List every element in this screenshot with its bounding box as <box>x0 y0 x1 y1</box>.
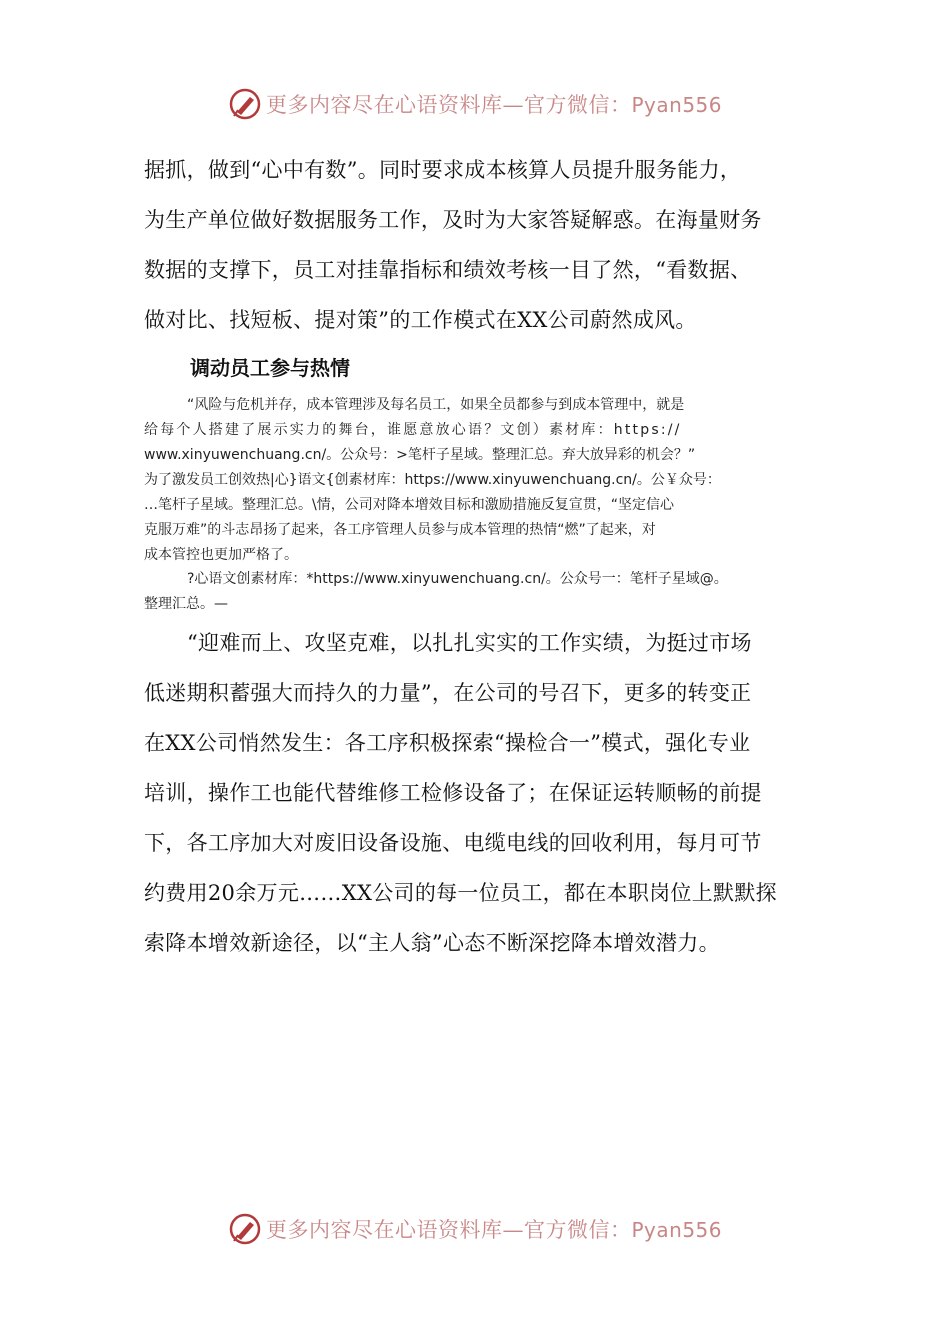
text-line: “迎难而上、攻坚克难，以扎扎实实的工作实绩，为挺过市场 <box>187 631 752 655</box>
text-line: 索降本增效新途径，以“主人翁”心态不断深挖降本增效潜力。 <box>144 931 720 955</box>
text-line: 整理汇总。— <box>144 596 228 612</box>
paragraph-1 <box>144 145 814 345</box>
header-banner-label: 更多内容尽在心语资料库—官方微信： <box>266 93 632 117</box>
text-line: www.xinyuwenchuang.cn/。公众号：>笔杆子星域。整理汇总。弃大放异彩的机会？” <box>144 447 696 463</box>
text-line: 低迷期积蓄强大而持久的力量”，在公司的号召下，更多的转变正 <box>144 681 752 705</box>
text-line: …笔杆子星域。整理汇总。\情，公司对降本增效目标和激励措施反复宣贯，“坚定信心 <box>144 497 674 513</box>
text-line: 为了激发员工创效热|心}语文{创素材库：https://www.xinyuwenchuang.cn/。公￥众号： <box>144 472 721 488</box>
header-wechat-id: Pyan556 <box>631 93 723 117</box>
pen-logo-icon <box>228 1212 262 1246</box>
text-line: ?心语文创素材库：*https://www.xinyuwenchuang.cn/。公众号一：笔杆子星域@。 <box>187 571 728 587</box>
text-line: 数据的支撑下，员工对挂靠指标和绩效考核一目了然，“看数据、 <box>144 258 752 282</box>
header-banner-text <box>266 89 722 119</box>
text-line: 为生产单位做好数据服务工作，及时为大家答疑解惑。在海量财务 <box>144 208 762 232</box>
text-line: 约费用20余万元……XX公司的每一位员工，都在本职岗位上默默探 <box>144 881 777 905</box>
footer-banner <box>0 1209 950 1249</box>
section-heading: 调动员工参与热情 <box>190 356 350 380</box>
footer-banner-label: 更多内容尽在心语资料库—官方微信： <box>266 1218 632 1242</box>
header-banner <box>0 84 950 124</box>
text-line: “风险与危机并存，成本管理涉及每名员工，如果全员都参与到成本管理中，就是 <box>187 397 685 413</box>
pen-logo-icon <box>228 87 262 121</box>
footer-wechat-id: Pyan556 <box>631 1218 723 1242</box>
text-line: 成本管控也更加严格了。 <box>144 547 298 563</box>
footer-banner-text <box>266 1214 722 1244</box>
text-line: 给每个人搭建了展示实力的舞台，谁愿意放心语？文创）素材库：https:// <box>144 422 682 438</box>
source-note <box>144 567 816 617</box>
text-line: 克服万难”的斗志昂扬了起来，各工序管理人员参与成本管理的热情“燃”了起来，对 <box>144 522 656 538</box>
quote-paragraph <box>144 393 816 568</box>
text-line: 下，各工序加大对废旧设备设施、电缆电线的回收利用，每月可节 <box>144 831 762 855</box>
text-line: 据抓，做到“心中有数”。同时要求成本核算人员提升服务能力， <box>144 158 742 182</box>
text-line: 培训，操作工也能代替维修工检修设备了；在保证运转顺畅的前提 <box>144 781 762 805</box>
text-line: 做对比、找短板、提对策”的工作模式在XX公司蔚然成风。 <box>144 308 697 332</box>
paragraph-2 <box>144 618 814 968</box>
text-line: 在XX公司悄然发生：各工序积极探索“操检合一”模式，强化专业 <box>144 731 751 755</box>
